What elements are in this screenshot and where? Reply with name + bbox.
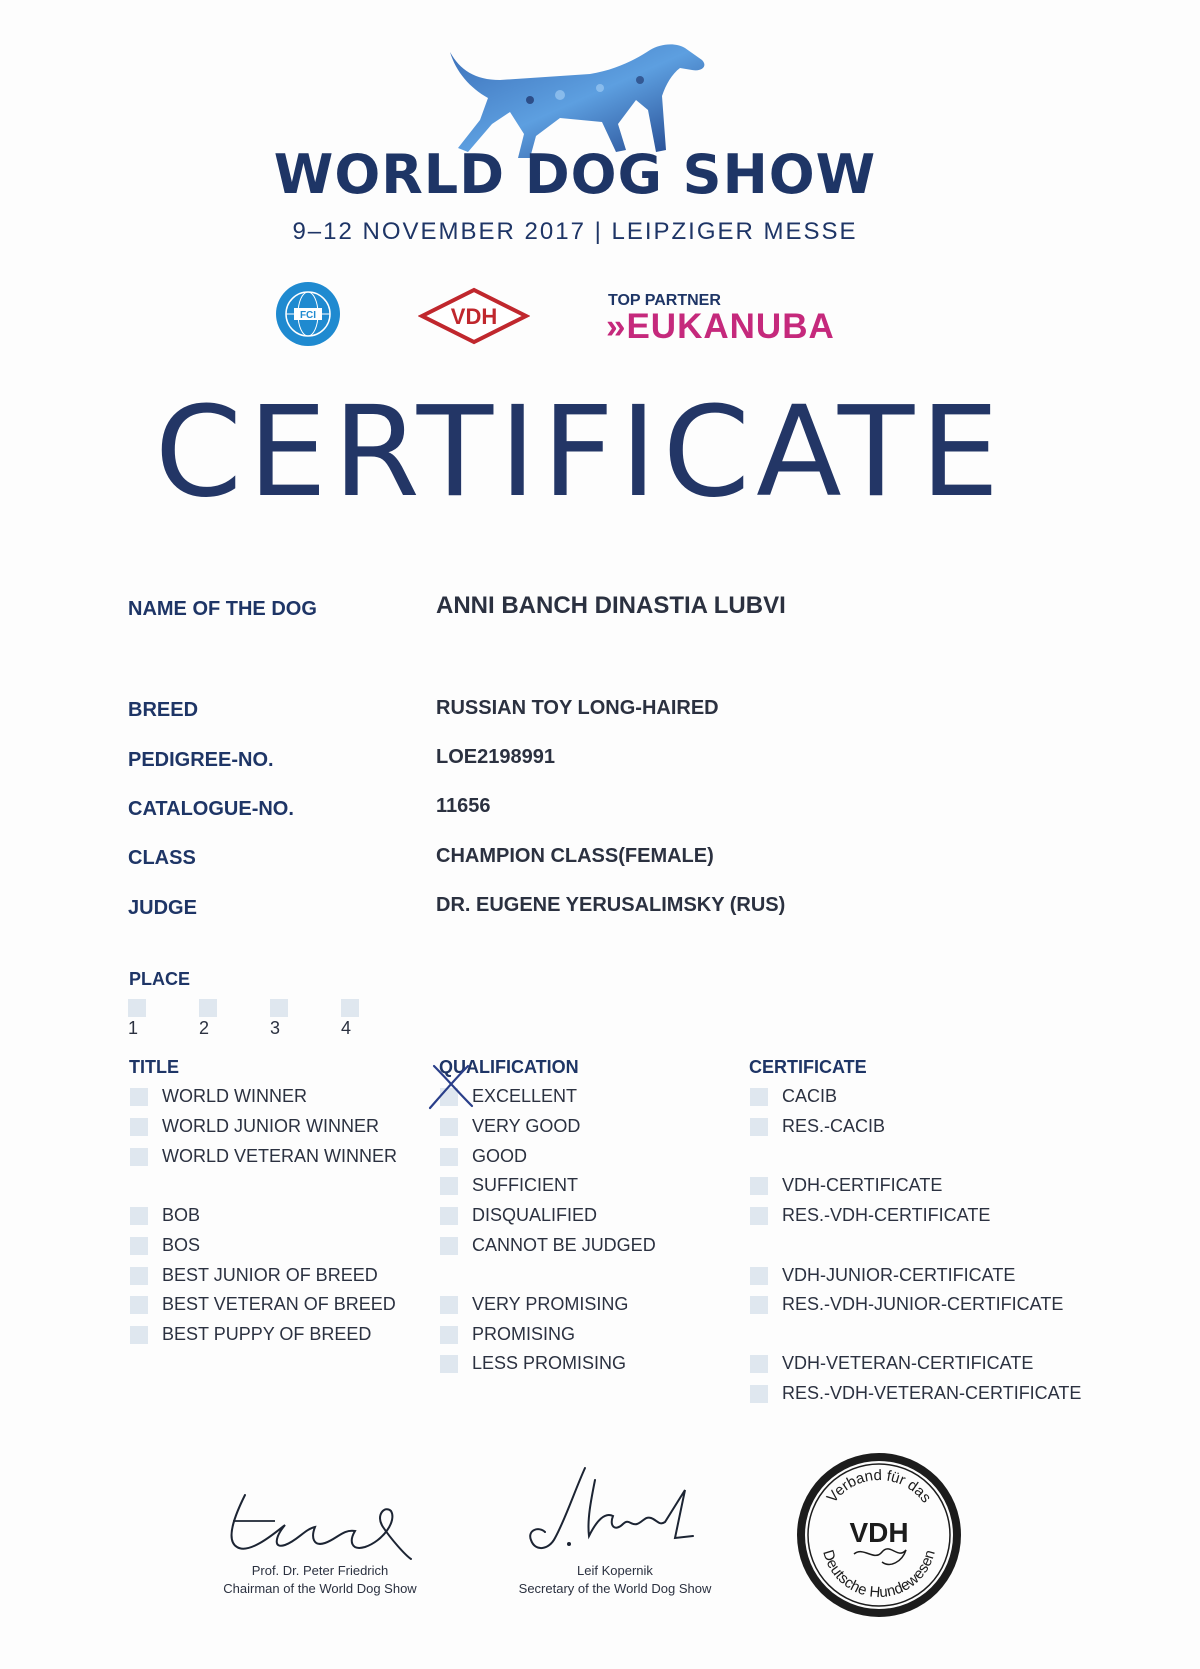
- checkbox[interactable]: [130, 1148, 148, 1166]
- checkbox[interactable]: [440, 1326, 458, 1344]
- qualification-option-label: PROMISING: [472, 1324, 576, 1344]
- qualification-option-label: LESS PROMISING: [472, 1353, 627, 1373]
- pedigree-value: LOE2198991: [436, 746, 555, 768]
- name-label: NAME OF THE DOG: [128, 598, 317, 620]
- checkbox[interactable]: [750, 1385, 768, 1403]
- place-option-label: 4: [341, 1018, 352, 1038]
- checkbox[interactable]: [341, 999, 359, 1017]
- breed-value: RUSSIAN TOY LONG-HAIRED: [436, 697, 719, 719]
- seal-bottom-text: Deutsche Hundewesen: [819, 1547, 939, 1602]
- checkbox[interactable]: [130, 1296, 148, 1314]
- place-label: PLACE: [129, 969, 191, 989]
- checkbox[interactable]: [750, 1207, 768, 1225]
- checkbox[interactable]: [440, 1237, 458, 1255]
- vdh-seal-icon: [794, 1450, 964, 1620]
- checkbox[interactable]: [750, 1267, 768, 1285]
- checkbox[interactable]: [750, 1355, 768, 1373]
- chairman-name: Prof. Dr. Peter Friedrich: [251, 1563, 389, 1578]
- vdh-logo-icon: [418, 286, 530, 346]
- place-option-label: 3: [270, 1018, 281, 1038]
- certificate-option-label: RES.-VDH-CERTIFICATE: [782, 1205, 991, 1225]
- title-section-label: TITLE: [129, 1057, 179, 1077]
- secretary-role: Secretary of the World Dog Show: [518, 1581, 712, 1596]
- checkbox[interactable]: [130, 1326, 148, 1344]
- fci-logo-text: FCI: [299, 310, 317, 321]
- partner-logo: »EUKANUBA: [606, 307, 835, 346]
- checkbox[interactable]: [270, 999, 288, 1017]
- checkbox[interactable]: [130, 1118, 148, 1136]
- certificate-option-label: RES.-CACIB: [782, 1116, 886, 1136]
- certificate-section-label: CERTIFICATE: [749, 1057, 867, 1077]
- place-option-2[interactable]: [199, 997, 227, 1039]
- chairman-role: Chairman of the World Dog Show: [223, 1581, 417, 1596]
- qualification-option-label: CANNOT BE JUDGED: [472, 1235, 656, 1255]
- document-title: [0, 380, 1160, 525]
- handwritten-cross-icon: [428, 1064, 478, 1110]
- certificate-option-label: VDH-JUNIOR-CERTIFICATE: [782, 1265, 1016, 1285]
- place-option-label: 2: [199, 1018, 210, 1038]
- title-option-label: BOB: [162, 1205, 201, 1225]
- catalogue-value: 11656: [436, 795, 491, 817]
- certificate-option-label: CACIB: [782, 1086, 838, 1106]
- seal-top-text: Verband für das: [823, 1466, 935, 1507]
- qualification-option-label: VERY GOOD: [472, 1116, 581, 1136]
- name-value: ANNI BANCH DINASTIA LUBVI: [436, 592, 786, 619]
- pedigree-label: PEDIGREE-NO.: [128, 749, 274, 771]
- checkbox[interactable]: [750, 1177, 768, 1195]
- title-option-label: WORLD WINNER: [162, 1086, 307, 1106]
- checkbox[interactable]: [199, 999, 217, 1017]
- checkbox[interactable]: [440, 1177, 458, 1195]
- qualification-option-label: VERY PROMISING: [472, 1294, 629, 1314]
- place-option-label: 1: [128, 1018, 139, 1038]
- certificate-option-label: RES.-VDH-VETERAN-CERTIFICATE: [782, 1383, 1082, 1403]
- title-option-label: WORLD VETERAN WINNER: [162, 1146, 398, 1166]
- title-option-label: WORLD JUNIOR WINNER: [162, 1116, 379, 1136]
- checkbox[interactable]: [750, 1118, 768, 1136]
- partner-label: TOP PARTNER: [608, 292, 721, 309]
- checkbox[interactable]: [440, 1148, 458, 1166]
- qualification-option-label: GOOD: [472, 1146, 528, 1166]
- certificate-option-label: RES.-VDH-JUNIOR-CERTIFICATE: [782, 1294, 1064, 1314]
- certificate-option-label: VDH-VETERAN-CERTIFICATE: [782, 1353, 1034, 1373]
- qualification-option-label: DISQUALIFIED: [472, 1205, 598, 1225]
- certificate-option-label: VDH-CERTIFICATE: [782, 1175, 943, 1195]
- class-value: CHAMPION CLASS(FEMALE): [436, 845, 714, 867]
- title-option-label: BEST PUPPY OF BREED: [162, 1324, 372, 1344]
- qualification-section-label: QUALIFICATION: [439, 1057, 579, 1077]
- qualification-option-label: EXCELLENT: [472, 1086, 578, 1106]
- event-subtitle: 9–12 NOVEMBER 2017 | LEIPZIGER MESSE: [292, 218, 858, 245]
- catalogue-label: CATALOGUE-NO.: [128, 798, 294, 820]
- event-title: WORLD DOG SHOW: [273, 143, 877, 206]
- qualification-option-label: SUFFICIENT: [472, 1175, 578, 1195]
- place-option-4[interactable]: [341, 997, 369, 1039]
- chairman-signature-icon: [215, 1485, 415, 1565]
- title-option-label: BOS: [162, 1235, 201, 1255]
- vdh-logo-text: VDH: [450, 304, 498, 329]
- judge-value: DR. EUGENE YERUSALIMSKY (RUS): [436, 894, 786, 916]
- checkbox[interactable]: [128, 999, 146, 1017]
- title-option-label: BEST VETERAN OF BREED: [162, 1294, 396, 1314]
- checkbox[interactable]: [440, 1296, 458, 1314]
- secretary-name: Leif Kopernik: [577, 1563, 653, 1578]
- fci-logo-icon: [275, 281, 341, 347]
- checkbox[interactable]: [750, 1296, 768, 1314]
- class-label: CLASS: [128, 847, 196, 869]
- checkbox[interactable]: [130, 1207, 148, 1225]
- checkbox[interactable]: [130, 1237, 148, 1255]
- place-option-1[interactable]: [128, 997, 156, 1039]
- place-option-3[interactable]: [270, 997, 298, 1039]
- seal-center-text: VDH: [849, 1517, 909, 1548]
- breed-label: BREED: [128, 699, 199, 721]
- document-title-text: CERTIFICATE: [154, 380, 1006, 525]
- title-option-label: BEST JUNIOR OF BREED: [162, 1265, 378, 1285]
- checkbox[interactable]: [440, 1355, 458, 1373]
- checkbox[interactable]: [440, 1207, 458, 1225]
- secretary-signature-icon: [525, 1460, 695, 1560]
- checkbox[interactable]: [130, 1267, 148, 1285]
- checkbox[interactable]: [130, 1088, 148, 1106]
- checkbox[interactable]: [440, 1118, 458, 1136]
- judge-label: JUDGE: [128, 897, 197, 919]
- checkbox[interactable]: [750, 1088, 768, 1106]
